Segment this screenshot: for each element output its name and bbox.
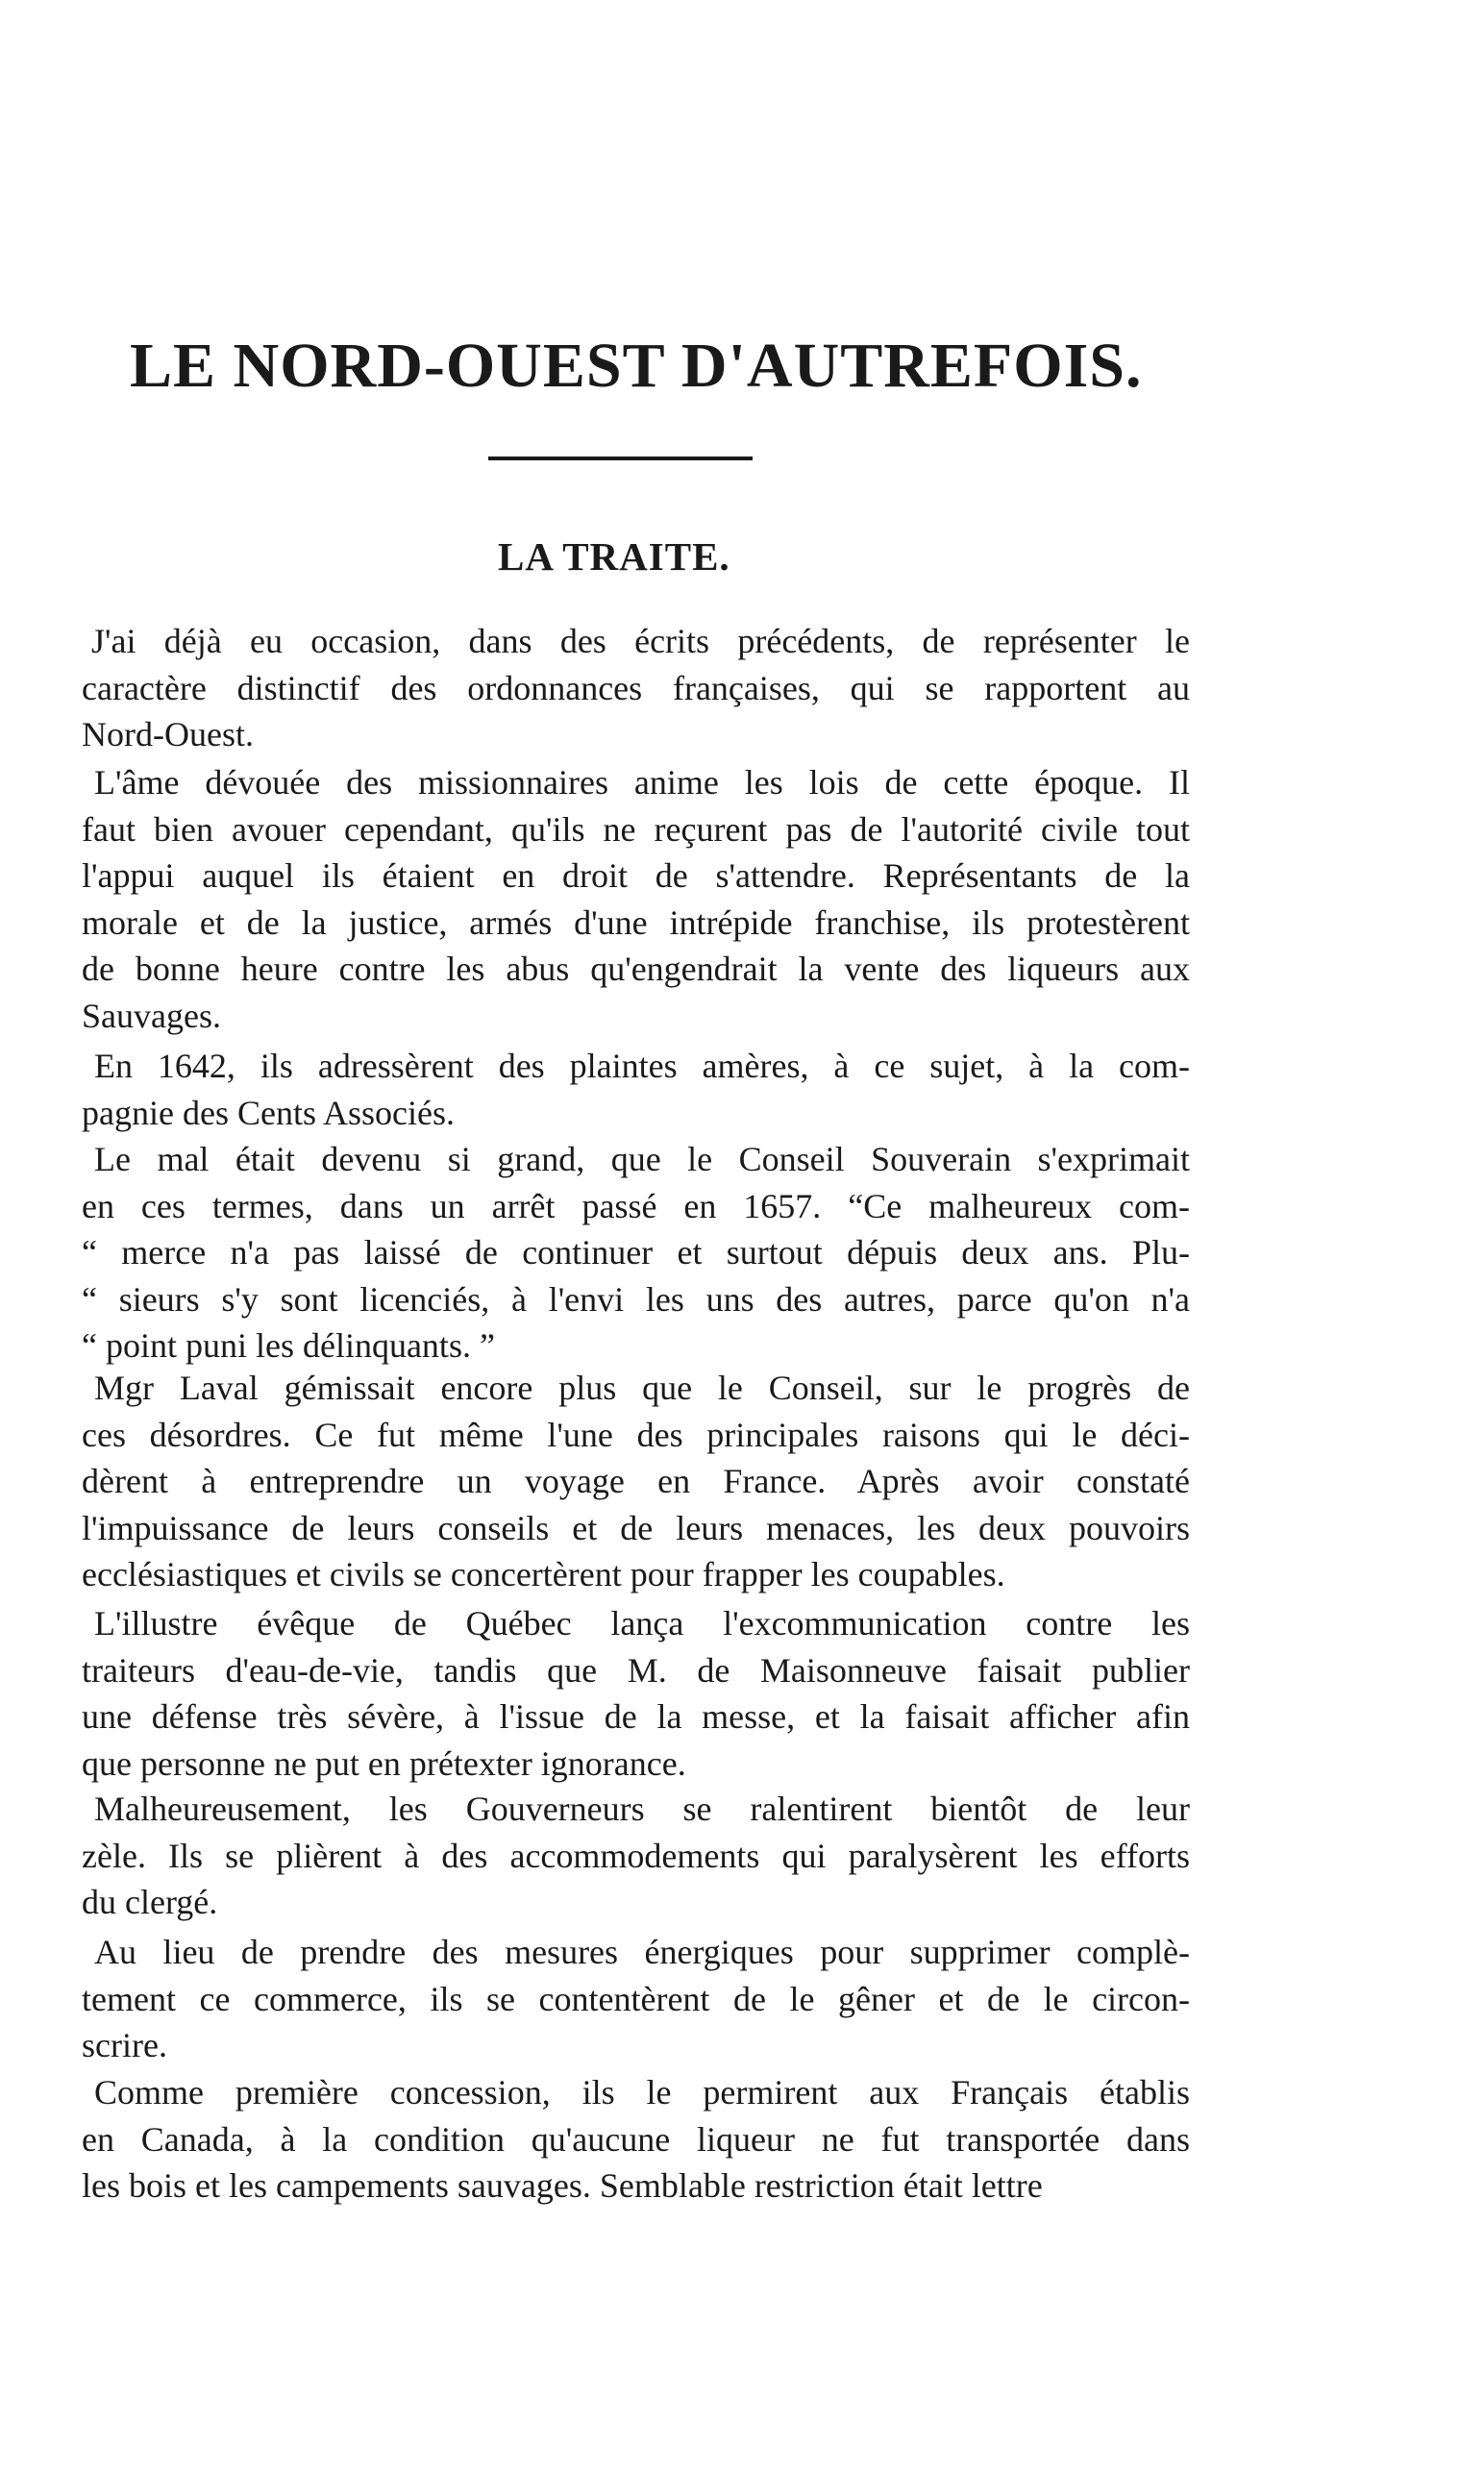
- text-line: Mgr Laval gémissait encore plus que le Conseil, sur le progrès de: [94, 1369, 1190, 1407]
- text-line: du clergé.: [82, 1883, 218, 1921]
- text-line: en ces termes, dans un arrêt passé en 1657. “Ce malheureux com-: [82, 1186, 1190, 1225]
- text-line: scrire.: [82, 2026, 167, 2064]
- text-line: de bonne heure contre les abus qu'engendrait la vente des liqueurs aux: [82, 950, 1190, 988]
- page-title: LE NORD-OUEST D'AUTREFOIS.: [130, 331, 1143, 401]
- paragraph: [82, 759, 1190, 1039]
- text-line: pagnie des Cents Associés.: [82, 1093, 455, 1132]
- text-line: ecclésiastiques et civils se concertèrent pour frapper les coupables.: [82, 1555, 1005, 1593]
- text-line: J'ai déjà eu occasion, dans des écrits précédents, de représenter le: [91, 622, 1190, 660]
- text-line: En 1642, ils adressèrent des plaintes amères, à ce sujet, à la com-: [94, 1047, 1190, 1085]
- text-line: L'âme dévouée des missionnaires anime les lois de cette époque. Il: [94, 763, 1190, 802]
- paragraph: [82, 1929, 1190, 2069]
- text-line: L'illustre évêque de Québec lança l'excommunication contre les: [94, 1604, 1190, 1643]
- text-line: dèrent à entreprendre un voyage en France. Après avoir constaté: [82, 1462, 1190, 1500]
- title-divider: [488, 457, 753, 460]
- paragraph: [82, 1136, 1190, 1370]
- text-line: zèle. Ils se plièrent à des accommodements qui paralysèrent les efforts: [82, 1836, 1190, 1875]
- section-title: LA TRAITE.: [498, 534, 730, 579]
- text-line: une défense très sévère, à l'issue de la messe, et la faisait afficher afin: [82, 1697, 1190, 1736]
- text-line: l'appui auquel ils étaient en droit de s'attendre. Représentants de la: [82, 856, 1190, 895]
- text-line: ces désordres. Ce fut même l'une des principales raisons qui le déci-: [82, 1415, 1190, 1454]
- text-line: Sauvages.: [82, 996, 221, 1035]
- text-line: “ point puni les délinquants. ”: [82, 1326, 495, 1365]
- text-line: Comme première concession, ils le permirent aux Français établis: [94, 2073, 1190, 2112]
- text-line: caractère distinctif des ordonnances françaises, qui se rapportent au: [82, 668, 1190, 707]
- text-line: tement ce commerce, ils se contentèrent de le gêner et de le circon-: [82, 1979, 1190, 2018]
- paragraph: [82, 2069, 1190, 2210]
- text-line: Au lieu de prendre des mesures énergiques pour supprimer complè-: [94, 1933, 1190, 1971]
- text-line: que personne ne put en prétexter ignorance.: [82, 1743, 686, 1783]
- text-line: en Canada, à la condition qu'aucune liqueur ne fut transportée dans: [82, 2119, 1190, 2159]
- paragraph: [82, 1043, 1190, 1136]
- text-line: Malheureusement, les Gouverneurs se ralentirent bientôt de leur: [94, 1790, 1190, 1828]
- paragraph: [82, 1365, 1190, 1598]
- paragraph: [82, 1786, 1190, 1926]
- paragraph: [82, 1600, 1190, 1787]
- text-line: l'impuissance de leurs conseils et de leurs menaces, les deux pouvoirs: [82, 1508, 1190, 1547]
- text-line: les bois et les campements sauvages. Semblable restriction était lettre: [82, 2166, 1043, 2205]
- paragraph: [82, 618, 1190, 758]
- text-line: “ merce n'a pas laissé de continuer et surtout dépuis deux ans. Plu-: [82, 1233, 1190, 1272]
- text-line: faut bien avouer cependant, qu'ils ne reçurent pas de l'autorité civile tout: [82, 809, 1190, 849]
- text-line: Le mal était devenu si grand, que le Conseil Souverain s'exprimait: [94, 1140, 1190, 1178]
- text-line: Nord-Ouest.: [82, 715, 254, 753]
- text-line: morale et de la justice, armés d'une intrépide franchise, ils protestèrent: [82, 902, 1190, 942]
- text-line: traiteurs d'eau-de-vie, tandis que M. de Maisonneuve faisait publier: [82, 1650, 1190, 1690]
- text-line: “ sieurs s'y sont licenciés, à l'envi les uns des autres, parce qu'on n'a: [82, 1279, 1190, 1319]
